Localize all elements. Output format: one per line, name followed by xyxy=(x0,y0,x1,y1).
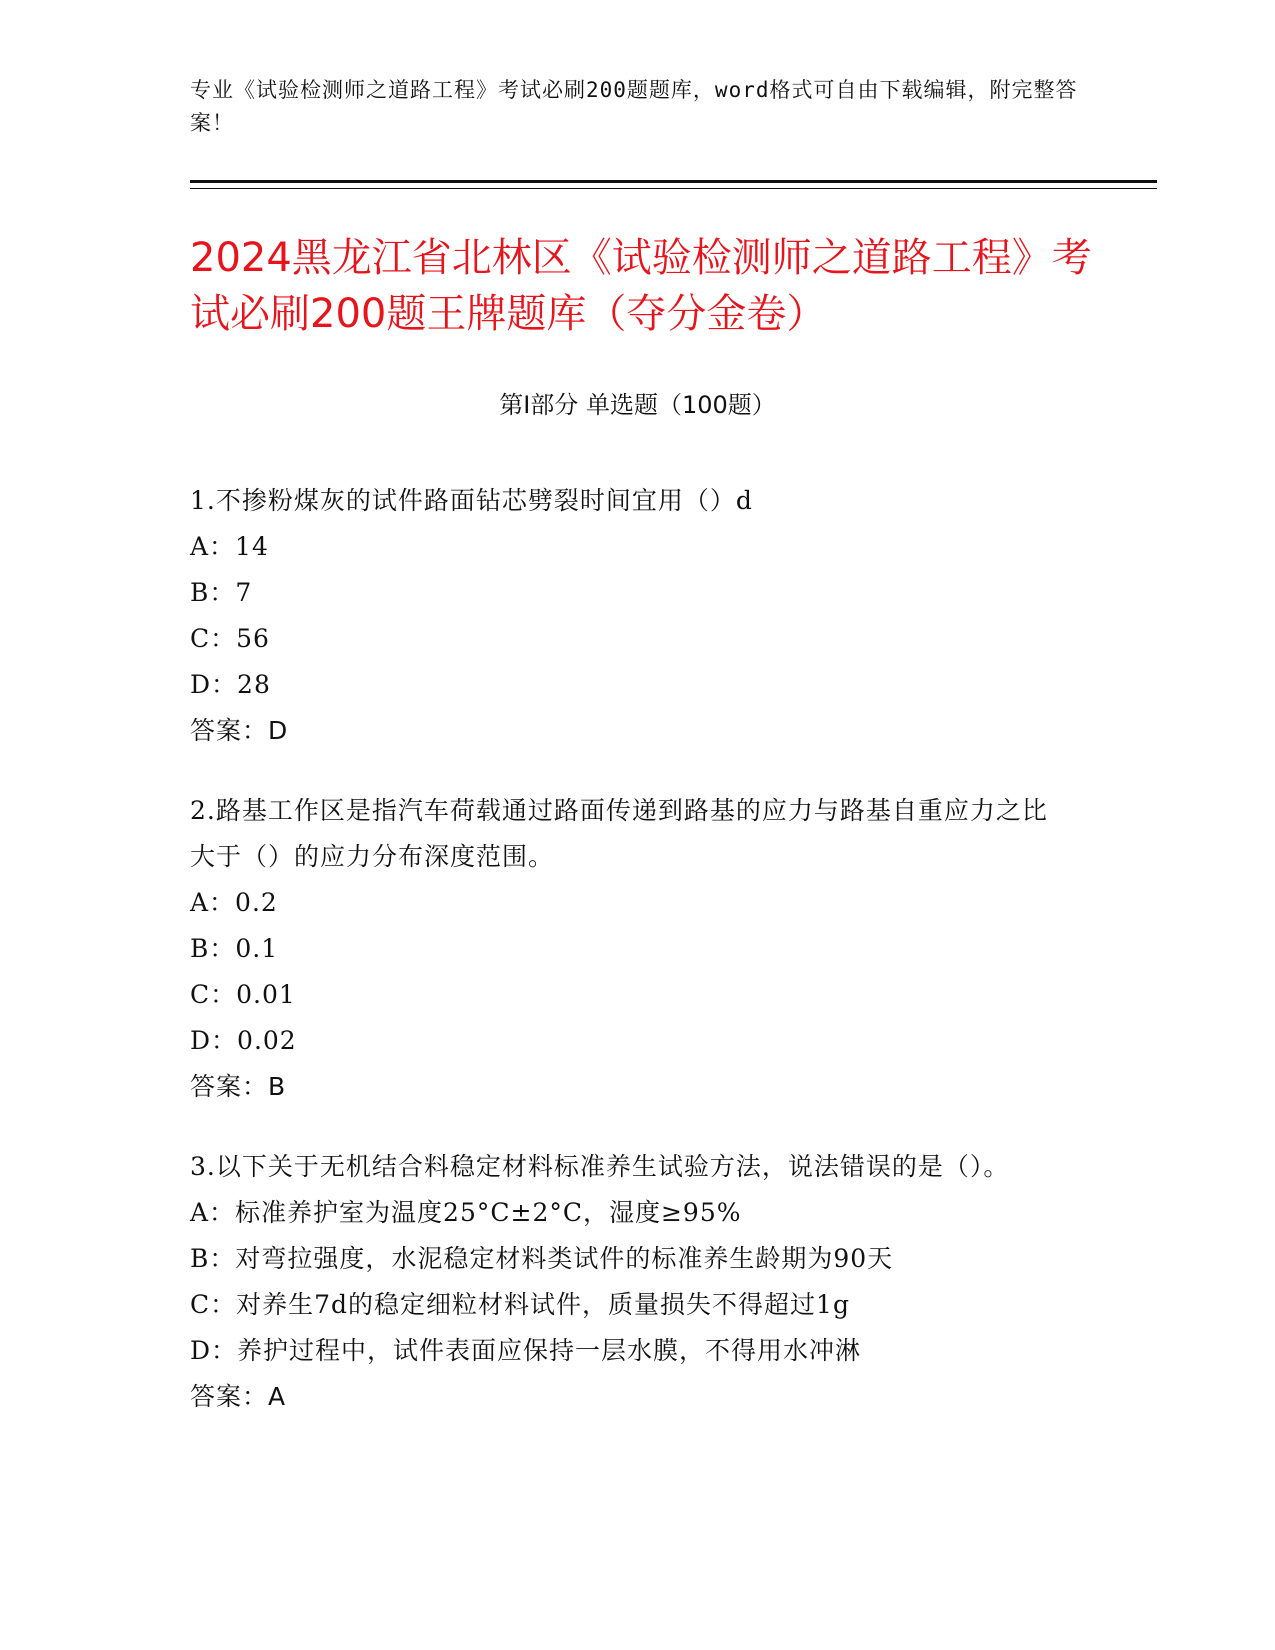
section-title: 第I部分 单选题（100题） xyxy=(499,391,776,419)
option-d: D：28 xyxy=(190,670,271,699)
question-text: 3.以下关于无机结合料稳定材料标准养生试验方法，说法错误的是（）。 xyxy=(190,1152,1010,1181)
question-text: 2.路基工作区是指汽车荷载通过路面传递到路基的应力与路基自重应力之比大于（）的应力分布深度范围。 xyxy=(190,796,1048,871)
question-1 xyxy=(190,478,1070,754)
header-note: 专业《试验检测师之道路工程》考试必刷200题题库，word格式可自由下载编辑，附完整答案！ xyxy=(190,78,1078,135)
answer: 答案：D xyxy=(190,716,289,745)
document-title: 2024黑龙江省北林区《试验检测师之道路工程》考试必刷200题王牌题库（夺分金卷） xyxy=(190,235,1092,337)
option-a: A：14 xyxy=(190,532,269,561)
header-rule-thin xyxy=(190,188,1157,189)
question-3 xyxy=(190,1144,1070,1420)
answer: 答案：A xyxy=(190,1382,287,1411)
option-a: A：标准养护室为温度25°C±2°C，湿度≥95% xyxy=(190,1198,742,1227)
header-rule-thick xyxy=(190,180,1157,183)
option-d: D：养护过程中，试件表面应保持一层水膜，不得用水冲淋 xyxy=(190,1336,862,1365)
option-b: B：0.1 xyxy=(190,934,279,963)
option-c: C：56 xyxy=(190,624,270,653)
question-list xyxy=(190,478,1070,1454)
option-b: B：对弯拉强度，水泥稳定材料类试件的标准养生龄期为90天 xyxy=(190,1244,894,1273)
question-text: 1.不掺粉煤灰的试件路面钻芯劈裂时间宜用（）d xyxy=(190,486,753,515)
answer: 答案：B xyxy=(190,1072,287,1101)
option-a: A：0.2 xyxy=(190,888,278,917)
option-c: C：0.01 xyxy=(190,980,296,1009)
option-d: D：0.02 xyxy=(190,1026,297,1055)
question-2 xyxy=(190,788,1070,1110)
option-b: B：7 xyxy=(190,578,253,607)
option-c: C：对养生7d的稳定细粒材料试件，质量损失不得超过1g xyxy=(190,1290,850,1319)
